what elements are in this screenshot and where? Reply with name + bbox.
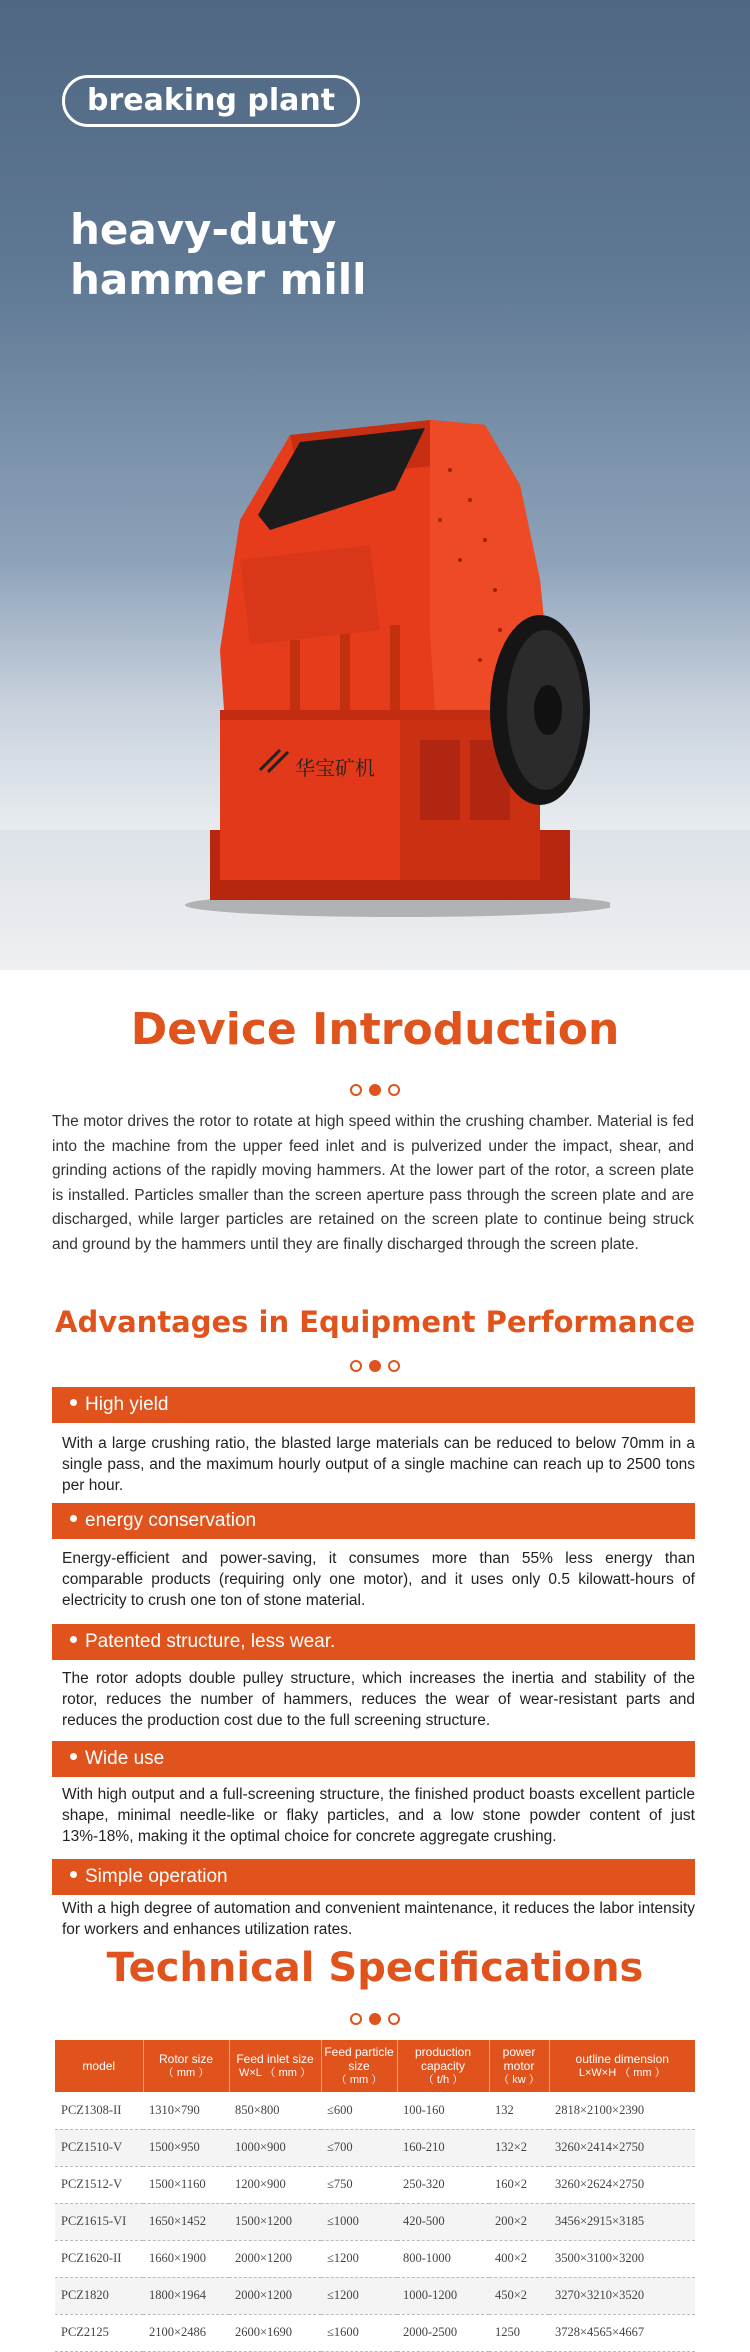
table-row: [55, 2166, 695, 2203]
intro-divider-dots: [0, 1084, 750, 1096]
table-cell: 2100×2486: [143, 2314, 229, 2351]
table-cell: 132: [489, 2092, 549, 2129]
table-row: [55, 2203, 695, 2240]
hammer-mill-image: [140, 380, 610, 920]
advantages-title: Advantages in Equipment Performance: [55, 1305, 695, 1339]
table-row: [55, 2240, 695, 2277]
specs-title: Technical Specifications: [106, 1945, 644, 1991]
category-badge: breaking plant: [62, 75, 360, 127]
table-cell: PCZ2125: [55, 2314, 143, 2351]
table-cell: 1200×900: [229, 2166, 321, 2203]
table-cell: 3260×2414×2750: [549, 2129, 695, 2166]
table-cell: 1500×1160: [143, 2166, 229, 2203]
hero-title: heavy-duty hammer mill: [70, 205, 367, 304]
table-cell: 1500×950: [143, 2129, 229, 2166]
table-cell: 850×800: [229, 2092, 321, 2129]
table-cell: 1660×1900: [143, 2240, 229, 2277]
specs-header-row: [55, 2040, 695, 2092]
table-cell: 200×2: [489, 2203, 549, 2240]
table-cell: 2000-2500: [397, 2314, 489, 2351]
table-cell: ≤1200: [321, 2240, 397, 2277]
table-row: [55, 2314, 695, 2351]
table-cell: PCZ1615-VI: [55, 2203, 143, 2240]
advantage-bar-patented-structure: [52, 1624, 695, 1660]
table-cell: PCZ1308-II: [55, 2092, 143, 2129]
bullet-icon: [70, 1636, 77, 1643]
advantages-divider-dots: [0, 1360, 750, 1372]
table-cell: 3456×2915×3185: [549, 2203, 695, 2240]
advantage-label: Patented structure, less wear.: [85, 1631, 336, 1652]
specs-table: [55, 2040, 695, 2352]
table-cell: PCZ1510-V: [55, 2129, 143, 2166]
table-cell: 1500×1200: [229, 2203, 321, 2240]
col-header: production capacity （ t/h ）: [397, 2040, 489, 2092]
table-cell: 3728×4565×4667: [549, 2314, 695, 2351]
col-header: Rotor size （ mm ）: [143, 2040, 229, 2092]
advantage-bar-energy-conservation: [52, 1503, 695, 1539]
advantage-text: With a high degree of automation and convenient maintenance, it reduces the labor intensity for workers and enhances utilization rates.: [62, 1900, 695, 1938]
bullet-icon: [70, 1871, 77, 1878]
table-cell: ≤1200: [321, 2277, 397, 2314]
specs-divider-dots: [0, 2013, 750, 2025]
table-row: [55, 2277, 695, 2314]
table-cell: 1000×900: [229, 2129, 321, 2166]
bullet-icon: [70, 1515, 77, 1522]
col-header: model: [55, 2040, 143, 2092]
table-cell: 132×2: [489, 2129, 549, 2166]
col-header: Feed particle size （ mm ）: [321, 2040, 397, 2092]
table-cell: 400×2: [489, 2240, 549, 2277]
table-cell: 3500×3100×3200: [549, 2240, 695, 2277]
table-cell: PCZ1512-V: [55, 2166, 143, 2203]
table-row: [55, 2092, 695, 2129]
advantage-label: Simple operation: [85, 1866, 228, 1887]
table-row: [55, 2129, 695, 2166]
advantage-text: The rotor adopts double pulley structure, which increases the inertia and stability of the rotor, reduces the number of hammers, reduces the wear of wear-resistant parts and reduces the production cost due to the full screening structure.: [62, 1670, 695, 1729]
advantage-text: With a large crushing ratio, the blasted large materials can be reduced to below 70mm in a single pass, and the maximum hourly output of a single machine can reach up to 2500 tons per hour.: [62, 1435, 695, 1494]
advantage-label: High yield: [85, 1394, 169, 1415]
table-cell: ≤600: [321, 2092, 397, 2129]
table-cell: 250-320: [397, 2166, 489, 2203]
bullet-icon: [70, 1399, 77, 1406]
table-cell: ≤1000: [321, 2203, 397, 2240]
table-cell: ≤700: [321, 2129, 397, 2166]
table-cell: PCZ1820: [55, 2277, 143, 2314]
table-cell: 3260×2624×2750: [549, 2166, 695, 2203]
table-cell: 1800×1964: [143, 2277, 229, 2314]
table-cell: 1000-1200: [397, 2277, 489, 2314]
hero-banner: [0, 0, 750, 970]
advantage-bar-simple-operation: [52, 1859, 695, 1895]
table-cell: 160-210: [397, 2129, 489, 2166]
col-header: power motor （ kw ）: [489, 2040, 549, 2092]
bullet-icon: [70, 1753, 77, 1760]
table-cell: 450×2: [489, 2277, 549, 2314]
table-cell: 2818×2100×2390: [549, 2092, 695, 2129]
advantage-bar-wide-use: [52, 1741, 695, 1777]
table-cell: 1650×1452: [143, 2203, 229, 2240]
table-cell: 2600×1690: [229, 2314, 321, 2351]
advantage-text: With high output and a full-screening structure, the finished product boasts excellent particle shape, minimal needle-like or flaky particles, and a low stone powder content of just 13%-18%, making it the optimal choice for concrete aggregate crushing.: [62, 1786, 695, 1845]
table-cell: 420-500: [397, 2203, 489, 2240]
advantage-label: Wide use: [85, 1748, 165, 1769]
advantage-label: energy conservation: [85, 1510, 257, 1531]
table-cell: 160×2: [489, 2166, 549, 2203]
table-cell: 800-1000: [397, 2240, 489, 2277]
intro-title: Device Introduction: [130, 1004, 620, 1055]
table-cell: 2000×1200: [229, 2240, 321, 2277]
advantage-text: Energy-efficient and power-saving, it consumes more than 55% less energy than comparable products (requiring only one motor), and it uses only 0.5 kilowatt-hours of electricity to crush one ton of stone material.: [62, 1550, 695, 1609]
table-cell: 3270×3210×3520: [549, 2277, 695, 2314]
table-cell: 1310×790: [143, 2092, 229, 2129]
table-cell: 1250: [489, 2314, 549, 2351]
brand-mark: 华宝矿机: [295, 756, 375, 780]
table-cell: 2000×1200: [229, 2277, 321, 2314]
intro-text: The motor drives the rotor to rotate at high speed within the crushing chamber. Material is fed into the machine from the upper feed inlet and is pulverized under the impact, shear, and grinding actions of the rapidly moving hammers. At the lower part of the rotor, a screen plate is installed. Particles smaller than the screen aperture pass through the screen plate and are discharged, while larger particles are retained on the screen plate to continue being struck and ground by the hammers until they are finally discharged through the screen plate.: [52, 1113, 694, 1253]
table-cell: 100-160: [397, 2092, 489, 2129]
col-header: outline dimension L×W×H （ mm ）: [549, 2040, 695, 2092]
table-cell: ≤750: [321, 2166, 397, 2203]
col-header: Feed inlet size W×L （ mm ）: [229, 2040, 321, 2092]
table-cell: PCZ1620-II: [55, 2240, 143, 2277]
table-cell: ≤1600: [321, 2314, 397, 2351]
advantage-bar-high-yield: [52, 1387, 695, 1423]
